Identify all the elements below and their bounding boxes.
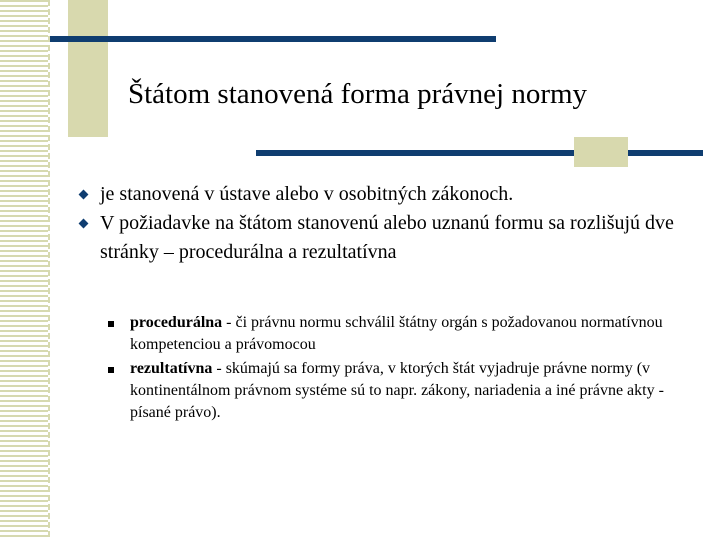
diamond-bullet-icon: [79, 219, 89, 229]
bullet-item: [78, 180, 698, 209]
bullet-item: [78, 209, 698, 267]
bottom-accent-bar: [256, 150, 703, 156]
slide-title: Štátom stanovená forma právnej normy: [128, 78, 588, 110]
decorative-olive-small-block: [574, 137, 628, 167]
decorative-olive-block: [68, 0, 108, 137]
top-accent-bar: [50, 36, 496, 42]
sub-bullet-text: - či právnu normu schválil štátny orgán s požadovanou normatívnou kompetenciou a právomocou: [130, 314, 663, 353]
sub-bullet-item: [108, 312, 668, 356]
bullet-text: V požiadavke na štátom stanovenú alebo uznanú formu sa rozlišujú dve stránky – procedurálna a rezultatívna: [100, 212, 674, 263]
sub-bullet-term: rezultatívna: [130, 360, 213, 377]
decorative-stripes: [0, 0, 50, 540]
square-bullet-icon: [108, 367, 114, 373]
sub-bullet-text: - skúmajú sa formy práva, v ktorých štát vyjadruje právne normy (v kontinentálnom právnom systéme sú to napr. zákony, nariadenia a iné právne akty - písané právo).: [130, 360, 664, 421]
sub-bullet-term: procedurálna: [130, 314, 223, 331]
sub-bullet-item: [108, 358, 668, 424]
square-bullet-icon: [108, 321, 114, 327]
bullet-text: je stanovená v ústave alebo v osobitných zákonoch.: [100, 183, 514, 205]
sub-bullet-list: [108, 312, 668, 426]
diamond-bullet-icon: [79, 190, 89, 200]
bullet-list: [78, 180, 698, 267]
